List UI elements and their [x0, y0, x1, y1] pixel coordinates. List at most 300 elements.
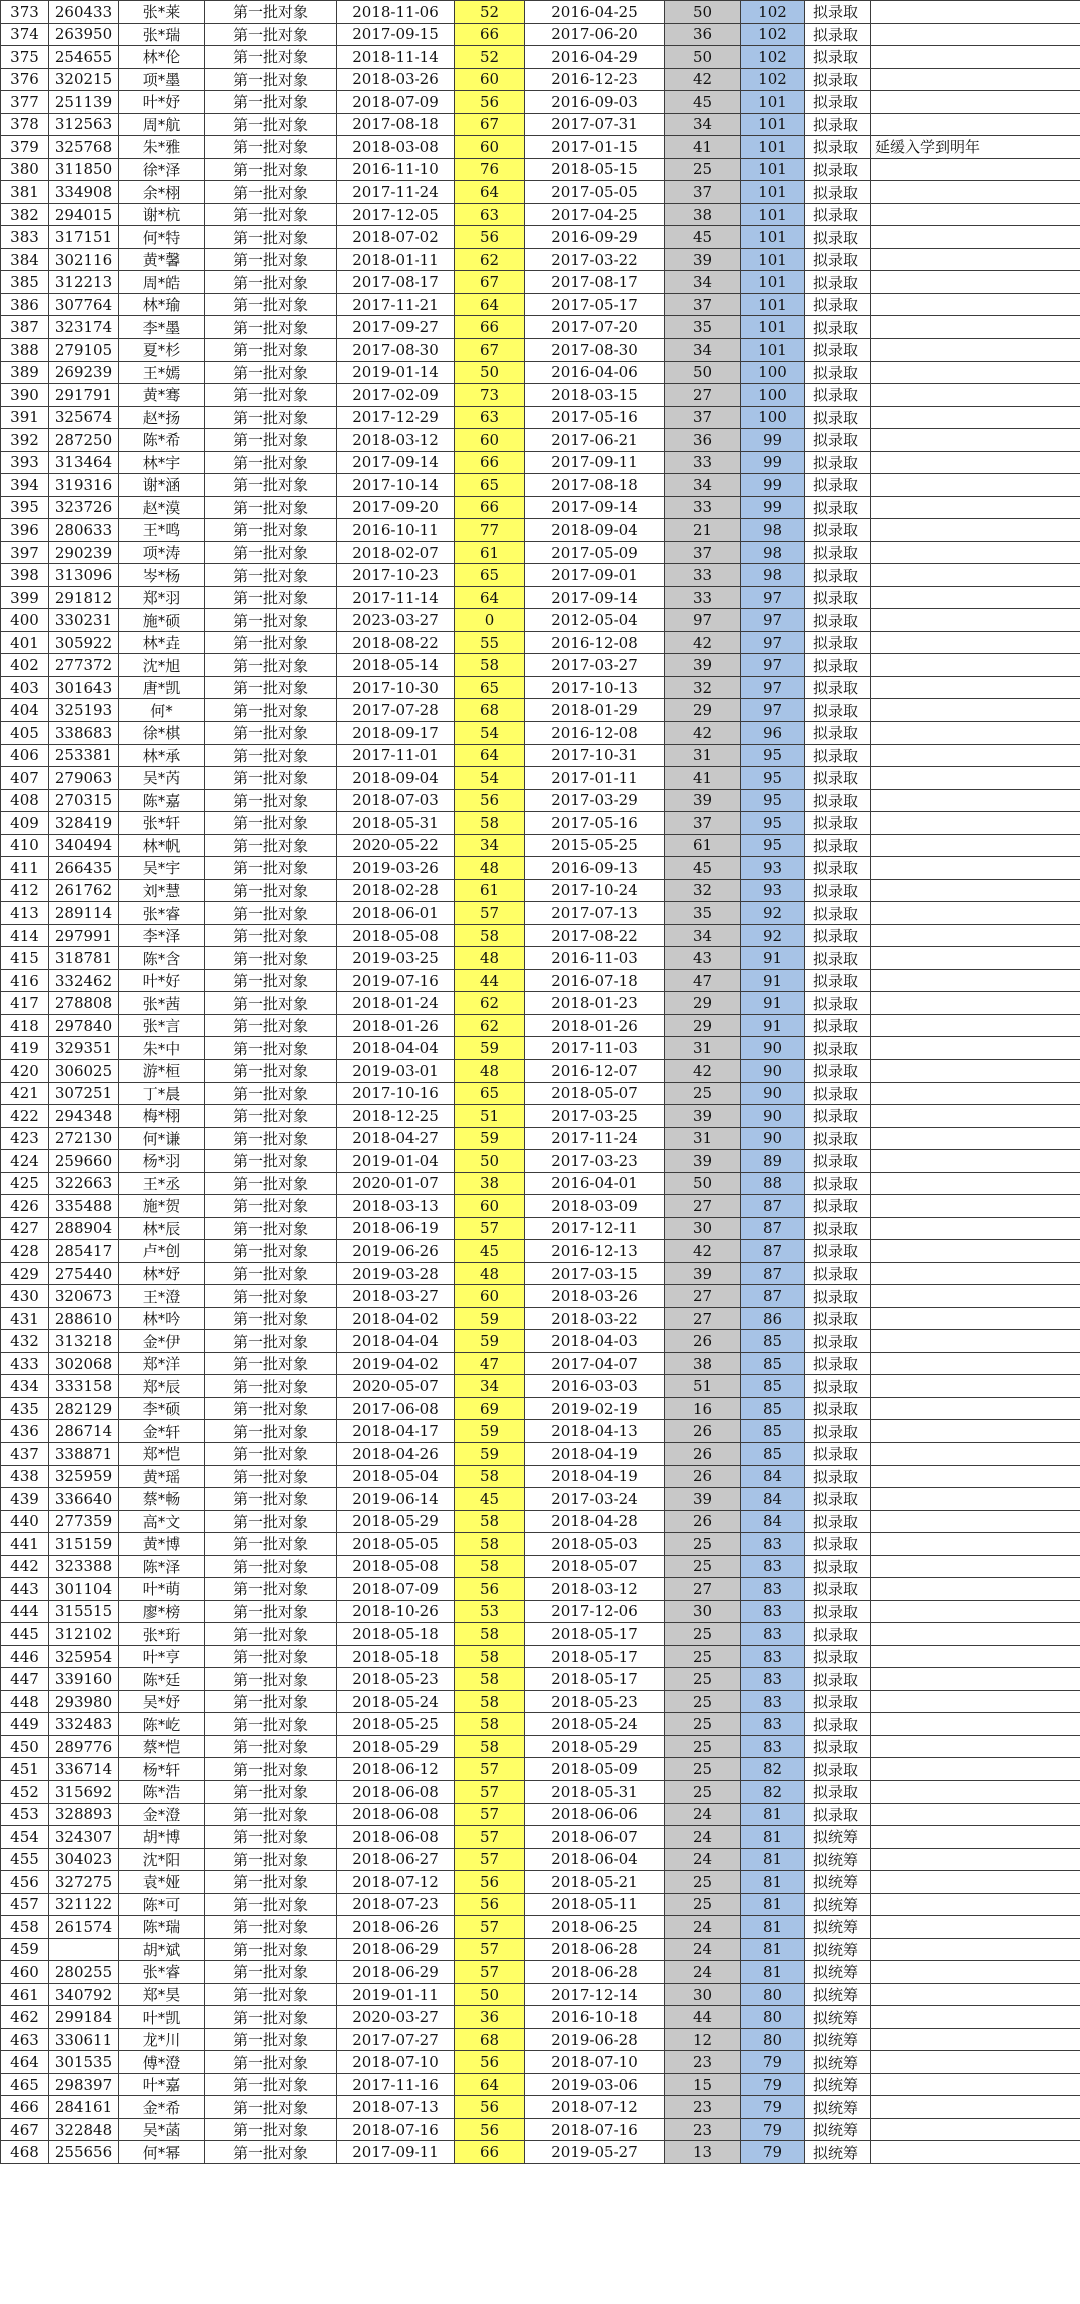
score1-cell: 56	[455, 2051, 525, 2074]
score2-cell: 27	[665, 1578, 741, 1601]
date1-cell: 2017-09-11	[337, 2141, 455, 2164]
date1-cell: 2018-06-29	[337, 1938, 455, 1961]
note-cell	[871, 91, 1080, 114]
status-cell: 拟录取	[805, 1758, 871, 1781]
table-row	[1, 1375, 1080, 1398]
id-cell: 332483	[49, 1713, 119, 1736]
name-cell: 何*特	[119, 226, 205, 249]
note-cell	[871, 23, 1080, 46]
table-row	[1, 1961, 1080, 1984]
date2-cell: 2016-11-03	[525, 947, 665, 970]
batch-cell: 第一批对象	[205, 451, 337, 474]
status-cell: 拟录取	[805, 1059, 871, 1082]
id-cell: 251139	[49, 91, 119, 114]
score2-cell: 39	[665, 1262, 741, 1285]
batch-cell: 第一批对象	[205, 1871, 337, 1894]
row-number-cell: 426	[1, 1195, 49, 1218]
row-number-cell: 398	[1, 564, 49, 587]
status-cell: 拟录取	[805, 1037, 871, 1060]
note-cell	[871, 1105, 1080, 1128]
batch-cell: 第一批对象	[205, 1826, 337, 1849]
status-cell: 拟录取	[805, 1240, 871, 1263]
total-score-cell: 84	[741, 1510, 805, 1533]
status-cell: 拟统筹	[805, 2073, 871, 2096]
batch-cell: 第一批对象	[205, 541, 337, 564]
id-cell: 263950	[49, 23, 119, 46]
row-number-cell: 418	[1, 1014, 49, 1037]
id-cell: 269239	[49, 361, 119, 384]
score1-cell: 65	[455, 676, 525, 699]
date2-cell: 2018-05-23	[525, 1690, 665, 1713]
row-number-cell: 458	[1, 1916, 49, 1939]
score1-cell: 59	[455, 1307, 525, 1330]
batch-cell: 第一批对象	[205, 23, 337, 46]
table-row	[1, 1307, 1080, 1330]
score2-cell: 25	[665, 158, 741, 181]
date1-cell: 2020-03-27	[337, 2006, 455, 2029]
table-row	[1, 744, 1080, 767]
row-number-cell: 386	[1, 293, 49, 316]
id-cell: 311850	[49, 158, 119, 181]
date2-cell: 2018-05-31	[525, 1780, 665, 1803]
score1-cell: 56	[455, 1578, 525, 1601]
row-number-cell: 435	[1, 1397, 49, 1420]
date1-cell: 2018-07-10	[337, 2051, 455, 2074]
score1-cell: 64	[455, 586, 525, 609]
date1-cell: 2018-03-27	[337, 1285, 455, 1308]
note-cell	[871, 1533, 1080, 1556]
total-score-cell: 91	[741, 1014, 805, 1037]
date1-cell: 2018-06-01	[337, 902, 455, 925]
total-score-cell: 80	[741, 1983, 805, 2006]
id-cell: 307764	[49, 293, 119, 316]
status-cell: 拟录取	[805, 338, 871, 361]
row-number-cell: 447	[1, 1668, 49, 1691]
date1-cell: 2018-09-17	[337, 722, 455, 745]
note-cell	[871, 361, 1080, 384]
row-number-cell: 461	[1, 1983, 49, 2006]
total-score-cell: 99	[741, 496, 805, 519]
name-cell: 王*澄	[119, 1285, 205, 1308]
id-cell: 312102	[49, 1623, 119, 1646]
note-cell	[871, 924, 1080, 947]
date1-cell: 2018-01-11	[337, 248, 455, 271]
date2-cell: 2017-12-11	[525, 1217, 665, 1240]
batch-cell: 第一批对象	[205, 586, 337, 609]
status-cell: 拟录取	[805, 46, 871, 69]
id-cell: 275440	[49, 1262, 119, 1285]
date2-cell: 2017-11-03	[525, 1037, 665, 1060]
score2-cell: 39	[665, 1150, 741, 1173]
date2-cell: 2018-06-07	[525, 1826, 665, 1849]
batch-cell: 第一批对象	[205, 474, 337, 497]
row-number-cell: 444	[1, 1600, 49, 1623]
date1-cell: 2018-01-24	[337, 992, 455, 1015]
total-score-cell: 97	[741, 586, 805, 609]
name-cell: 岑*杨	[119, 564, 205, 587]
id-cell: 290239	[49, 541, 119, 564]
status-cell: 拟录取	[805, 136, 871, 159]
table-row	[1, 474, 1080, 497]
table-row	[1, 924, 1080, 947]
status-cell: 拟录取	[805, 924, 871, 947]
name-cell: 蔡*恺	[119, 1735, 205, 1758]
note-cell	[871, 406, 1080, 429]
batch-cell: 第一批对象	[205, 722, 337, 745]
batch-cell: 第一批对象	[205, 654, 337, 677]
batch-cell: 第一批对象	[205, 879, 337, 902]
date2-cell: 2018-05-09	[525, 1758, 665, 1781]
id-cell: 315692	[49, 1780, 119, 1803]
table-row	[1, 1240, 1080, 1263]
note-cell	[871, 113, 1080, 136]
date2-cell: 2018-03-15	[525, 384, 665, 407]
row-number-cell: 377	[1, 91, 49, 114]
batch-cell: 第一批对象	[205, 2006, 337, 2029]
total-score-cell: 79	[741, 2096, 805, 2119]
date1-cell: 2017-11-16	[337, 2073, 455, 2096]
total-score-cell: 82	[741, 1780, 805, 1803]
status-cell: 拟录取	[805, 1690, 871, 1713]
score1-cell: 61	[455, 541, 525, 564]
status-cell: 拟录取	[805, 1172, 871, 1195]
date1-cell: 2017-12-05	[337, 203, 455, 226]
score2-cell: 38	[665, 203, 741, 226]
note-cell	[871, 541, 1080, 564]
note-cell	[871, 248, 1080, 271]
batch-cell: 第一批对象	[205, 789, 337, 812]
date2-cell: 2018-05-17	[525, 1623, 665, 1646]
batch-cell: 第一批对象	[205, 2028, 337, 2051]
date1-cell: 2018-03-26	[337, 68, 455, 91]
score2-cell: 45	[665, 226, 741, 249]
row-number-cell: 399	[1, 586, 49, 609]
note-cell	[871, 451, 1080, 474]
status-cell: 拟录取	[805, 1014, 871, 1037]
total-score-cell: 95	[741, 834, 805, 857]
note-cell	[871, 1037, 1080, 1060]
batch-cell: 第一批对象	[205, 248, 337, 271]
row-number-cell: 420	[1, 1059, 49, 1082]
total-score-cell: 100	[741, 384, 805, 407]
total-score-cell: 81	[741, 1893, 805, 1916]
id-cell: 294015	[49, 203, 119, 226]
date2-cell: 2018-05-07	[525, 1555, 665, 1578]
id-cell: 320215	[49, 68, 119, 91]
note-cell	[871, 384, 1080, 407]
date2-cell: 2017-07-31	[525, 113, 665, 136]
row-number-cell: 378	[1, 113, 49, 136]
status-cell: 拟统筹	[805, 1893, 871, 1916]
status-cell: 拟录取	[805, 406, 871, 429]
score2-cell: 12	[665, 2028, 741, 2051]
date1-cell: 2018-05-08	[337, 924, 455, 947]
score2-cell: 35	[665, 902, 741, 925]
total-score-cell: 81	[741, 1803, 805, 1826]
name-cell: 林*宇	[119, 451, 205, 474]
date1-cell: 2018-05-04	[337, 1465, 455, 1488]
date1-cell: 2018-05-18	[337, 1645, 455, 1668]
score1-cell: 63	[455, 203, 525, 226]
name-cell: 叶*萌	[119, 1578, 205, 1601]
date2-cell: 2017-03-23	[525, 1150, 665, 1173]
batch-cell: 第一批对象	[205, 1983, 337, 2006]
score2-cell: 30	[665, 1217, 741, 1240]
total-score-cell: 97	[741, 654, 805, 677]
score1-cell: 66	[455, 2141, 525, 2164]
score2-cell: 24	[665, 1961, 741, 1984]
total-score-cell: 99	[741, 474, 805, 497]
date2-cell: 2018-06-28	[525, 1938, 665, 1961]
score2-cell: 25	[665, 1871, 741, 1894]
date1-cell: 2018-07-09	[337, 1578, 455, 1601]
name-cell: 张*茜	[119, 992, 205, 1015]
total-score-cell: 83	[741, 1533, 805, 1556]
status-cell: 拟录取	[805, 1510, 871, 1533]
date1-cell: 2018-07-12	[337, 1871, 455, 1894]
table-row	[1, 1713, 1080, 1736]
score2-cell: 39	[665, 1105, 741, 1128]
score2-cell: 45	[665, 91, 741, 114]
table-row	[1, 113, 1080, 136]
status-cell: 拟录取	[805, 789, 871, 812]
date2-cell: 2018-04-19	[525, 1465, 665, 1488]
batch-cell: 第一批对象	[205, 1127, 337, 1150]
row-number-cell: 414	[1, 924, 49, 947]
score1-cell: 44	[455, 969, 525, 992]
row-number-cell: 467	[1, 2118, 49, 2141]
status-cell: 拟录取	[805, 1, 871, 24]
note-cell	[871, 789, 1080, 812]
status-cell: 拟录取	[805, 1443, 871, 1466]
total-score-cell: 83	[741, 1555, 805, 1578]
note-cell	[871, 226, 1080, 249]
date2-cell: 2017-08-30	[525, 338, 665, 361]
date2-cell: 2018-06-28	[525, 1961, 665, 1984]
table-row	[1, 496, 1080, 519]
date1-cell: 2018-05-29	[337, 1735, 455, 1758]
batch-cell: 第一批对象	[205, 406, 337, 429]
score2-cell: 25	[665, 1533, 741, 1556]
total-score-cell: 81	[741, 1871, 805, 1894]
note-cell	[871, 316, 1080, 339]
date1-cell: 2023-03-27	[337, 609, 455, 632]
name-cell: 周*皓	[119, 271, 205, 294]
batch-cell: 第一批对象	[205, 1465, 337, 1488]
id-cell: 306025	[49, 1059, 119, 1082]
table-row	[1, 789, 1080, 812]
score2-cell: 24	[665, 1848, 741, 1871]
total-score-cell: 79	[741, 2141, 805, 2164]
id-cell: 294348	[49, 1105, 119, 1128]
date1-cell: 2018-07-13	[337, 2096, 455, 2119]
table-row	[1, 2006, 1080, 2029]
date1-cell: 2018-05-29	[337, 1510, 455, 1533]
id-cell: 297840	[49, 1014, 119, 1037]
score2-cell: 39	[665, 248, 741, 271]
total-score-cell: 98	[741, 519, 805, 542]
note-cell	[871, 2141, 1080, 2164]
batch-cell: 第一批对象	[205, 1420, 337, 1443]
note-cell	[871, 1758, 1080, 1781]
note-cell	[871, 1172, 1080, 1195]
batch-cell: 第一批对象	[205, 1488, 337, 1511]
score2-cell: 27	[665, 1285, 741, 1308]
row-number-cell: 452	[1, 1780, 49, 1803]
note-cell	[871, 857, 1080, 880]
score1-cell: 57	[455, 1780, 525, 1803]
id-cell: 313218	[49, 1330, 119, 1353]
note-cell	[871, 699, 1080, 722]
score2-cell: 25	[665, 1082, 741, 1105]
score1-cell: 64	[455, 744, 525, 767]
total-score-cell: 90	[741, 1127, 805, 1150]
date2-cell: 2018-01-29	[525, 699, 665, 722]
total-score-cell: 101	[741, 316, 805, 339]
total-score-cell: 93	[741, 857, 805, 880]
table-row	[1, 1780, 1080, 1803]
table-row	[1, 767, 1080, 790]
status-cell: 拟统筹	[805, 1938, 871, 1961]
name-cell: 项*涛	[119, 541, 205, 564]
batch-cell: 第一批对象	[205, 812, 337, 835]
id-cell: 261574	[49, 1916, 119, 1939]
score1-cell: 64	[455, 2073, 525, 2096]
row-number-cell: 383	[1, 226, 49, 249]
row-number-cell: 406	[1, 744, 49, 767]
score1-cell: 48	[455, 1262, 525, 1285]
table-row	[1, 46, 1080, 69]
total-score-cell: 87	[741, 1195, 805, 1218]
status-cell: 拟录取	[805, 158, 871, 181]
id-cell: 282129	[49, 1397, 119, 1420]
score1-cell: 60	[455, 136, 525, 159]
row-number-cell: 456	[1, 1871, 49, 1894]
batch-cell: 第一批对象	[205, 1105, 337, 1128]
total-score-cell: 90	[741, 1059, 805, 1082]
note-cell	[871, 338, 1080, 361]
status-cell: 拟录取	[805, 744, 871, 767]
id-cell: 327275	[49, 1871, 119, 1894]
date2-cell: 2017-04-25	[525, 203, 665, 226]
note-cell	[871, 1826, 1080, 1849]
row-number-cell: 429	[1, 1262, 49, 1285]
batch-cell: 第一批对象	[205, 1352, 337, 1375]
row-number-cell: 440	[1, 1510, 49, 1533]
id-cell: 325768	[49, 136, 119, 159]
batch-cell: 第一批对象	[205, 1690, 337, 1713]
total-score-cell: 100	[741, 406, 805, 429]
id-cell: 323174	[49, 316, 119, 339]
batch-cell: 第一批对象	[205, 1262, 337, 1285]
score1-cell: 66	[455, 496, 525, 519]
total-score-cell: 101	[741, 158, 805, 181]
date2-cell: 2016-03-03	[525, 1375, 665, 1398]
table-row	[1, 1082, 1080, 1105]
row-number-cell: 446	[1, 1645, 49, 1668]
date1-cell: 2018-04-04	[337, 1037, 455, 1060]
date1-cell: 2018-07-23	[337, 1893, 455, 1916]
score1-cell: 57	[455, 902, 525, 925]
table-row	[1, 271, 1080, 294]
note-cell	[871, 1195, 1080, 1218]
note-cell	[871, 46, 1080, 69]
id-cell: 277372	[49, 654, 119, 677]
name-cell: 杨*羽	[119, 1150, 205, 1173]
total-score-cell: 81	[741, 1848, 805, 1871]
score1-cell: 67	[455, 271, 525, 294]
score2-cell: 27	[665, 1307, 741, 1330]
date1-cell: 2017-09-15	[337, 23, 455, 46]
name-cell: 郑*昊	[119, 1983, 205, 2006]
table-row	[1, 1443, 1080, 1466]
batch-cell: 第一批对象	[205, 744, 337, 767]
batch-cell: 第一批对象	[205, 361, 337, 384]
date1-cell: 2017-11-24	[337, 181, 455, 204]
score2-cell: 32	[665, 879, 741, 902]
status-cell: 拟录取	[805, 609, 871, 632]
note-cell	[871, 609, 1080, 632]
name-cell: 谢*涵	[119, 474, 205, 497]
name-cell: 陈*廷	[119, 1668, 205, 1691]
date1-cell: 2020-01-07	[337, 1172, 455, 1195]
name-cell: 陈*含	[119, 947, 205, 970]
status-cell: 拟统筹	[805, 2051, 871, 2074]
status-cell: 拟录取	[805, 1578, 871, 1601]
row-number-cell: 424	[1, 1150, 49, 1173]
row-number-cell: 430	[1, 1285, 49, 1308]
status-cell: 拟录取	[805, 812, 871, 835]
id-cell: 328893	[49, 1803, 119, 1826]
id-cell: 291791	[49, 384, 119, 407]
row-number-cell: 416	[1, 969, 49, 992]
status-cell: 拟录取	[805, 699, 871, 722]
score1-cell: 56	[455, 91, 525, 114]
name-cell: 张*瑞	[119, 23, 205, 46]
score2-cell: 29	[665, 992, 741, 1015]
row-number-cell: 388	[1, 338, 49, 361]
note-cell	[871, 722, 1080, 745]
note-cell	[871, 203, 1080, 226]
note-cell	[871, 1285, 1080, 1308]
row-number-cell: 395	[1, 496, 49, 519]
status-cell: 拟录取	[805, 1668, 871, 1691]
total-score-cell: 79	[741, 2051, 805, 2074]
date1-cell: 2018-03-13	[337, 1195, 455, 1218]
date1-cell: 2018-02-07	[337, 541, 455, 564]
date2-cell: 2017-08-17	[525, 271, 665, 294]
table-row	[1, 519, 1080, 542]
id-cell: 277359	[49, 1510, 119, 1533]
status-cell: 拟统筹	[805, 2118, 871, 2141]
score1-cell: 34	[455, 834, 525, 857]
score1-cell: 50	[455, 361, 525, 384]
total-score-cell: 85	[741, 1330, 805, 1353]
score1-cell: 54	[455, 722, 525, 745]
score1-cell: 47	[455, 1352, 525, 1375]
row-number-cell: 381	[1, 181, 49, 204]
table-row	[1, 23, 1080, 46]
score2-cell: 26	[665, 1330, 741, 1353]
table-row	[1, 293, 1080, 316]
table-row	[1, 1668, 1080, 1691]
name-cell: 林*辰	[119, 1217, 205, 1240]
total-score-cell: 101	[741, 91, 805, 114]
id-cell: 279105	[49, 338, 119, 361]
note-cell	[871, 2051, 1080, 2074]
score2-cell: 29	[665, 699, 741, 722]
score2-cell: 23	[665, 2051, 741, 2074]
